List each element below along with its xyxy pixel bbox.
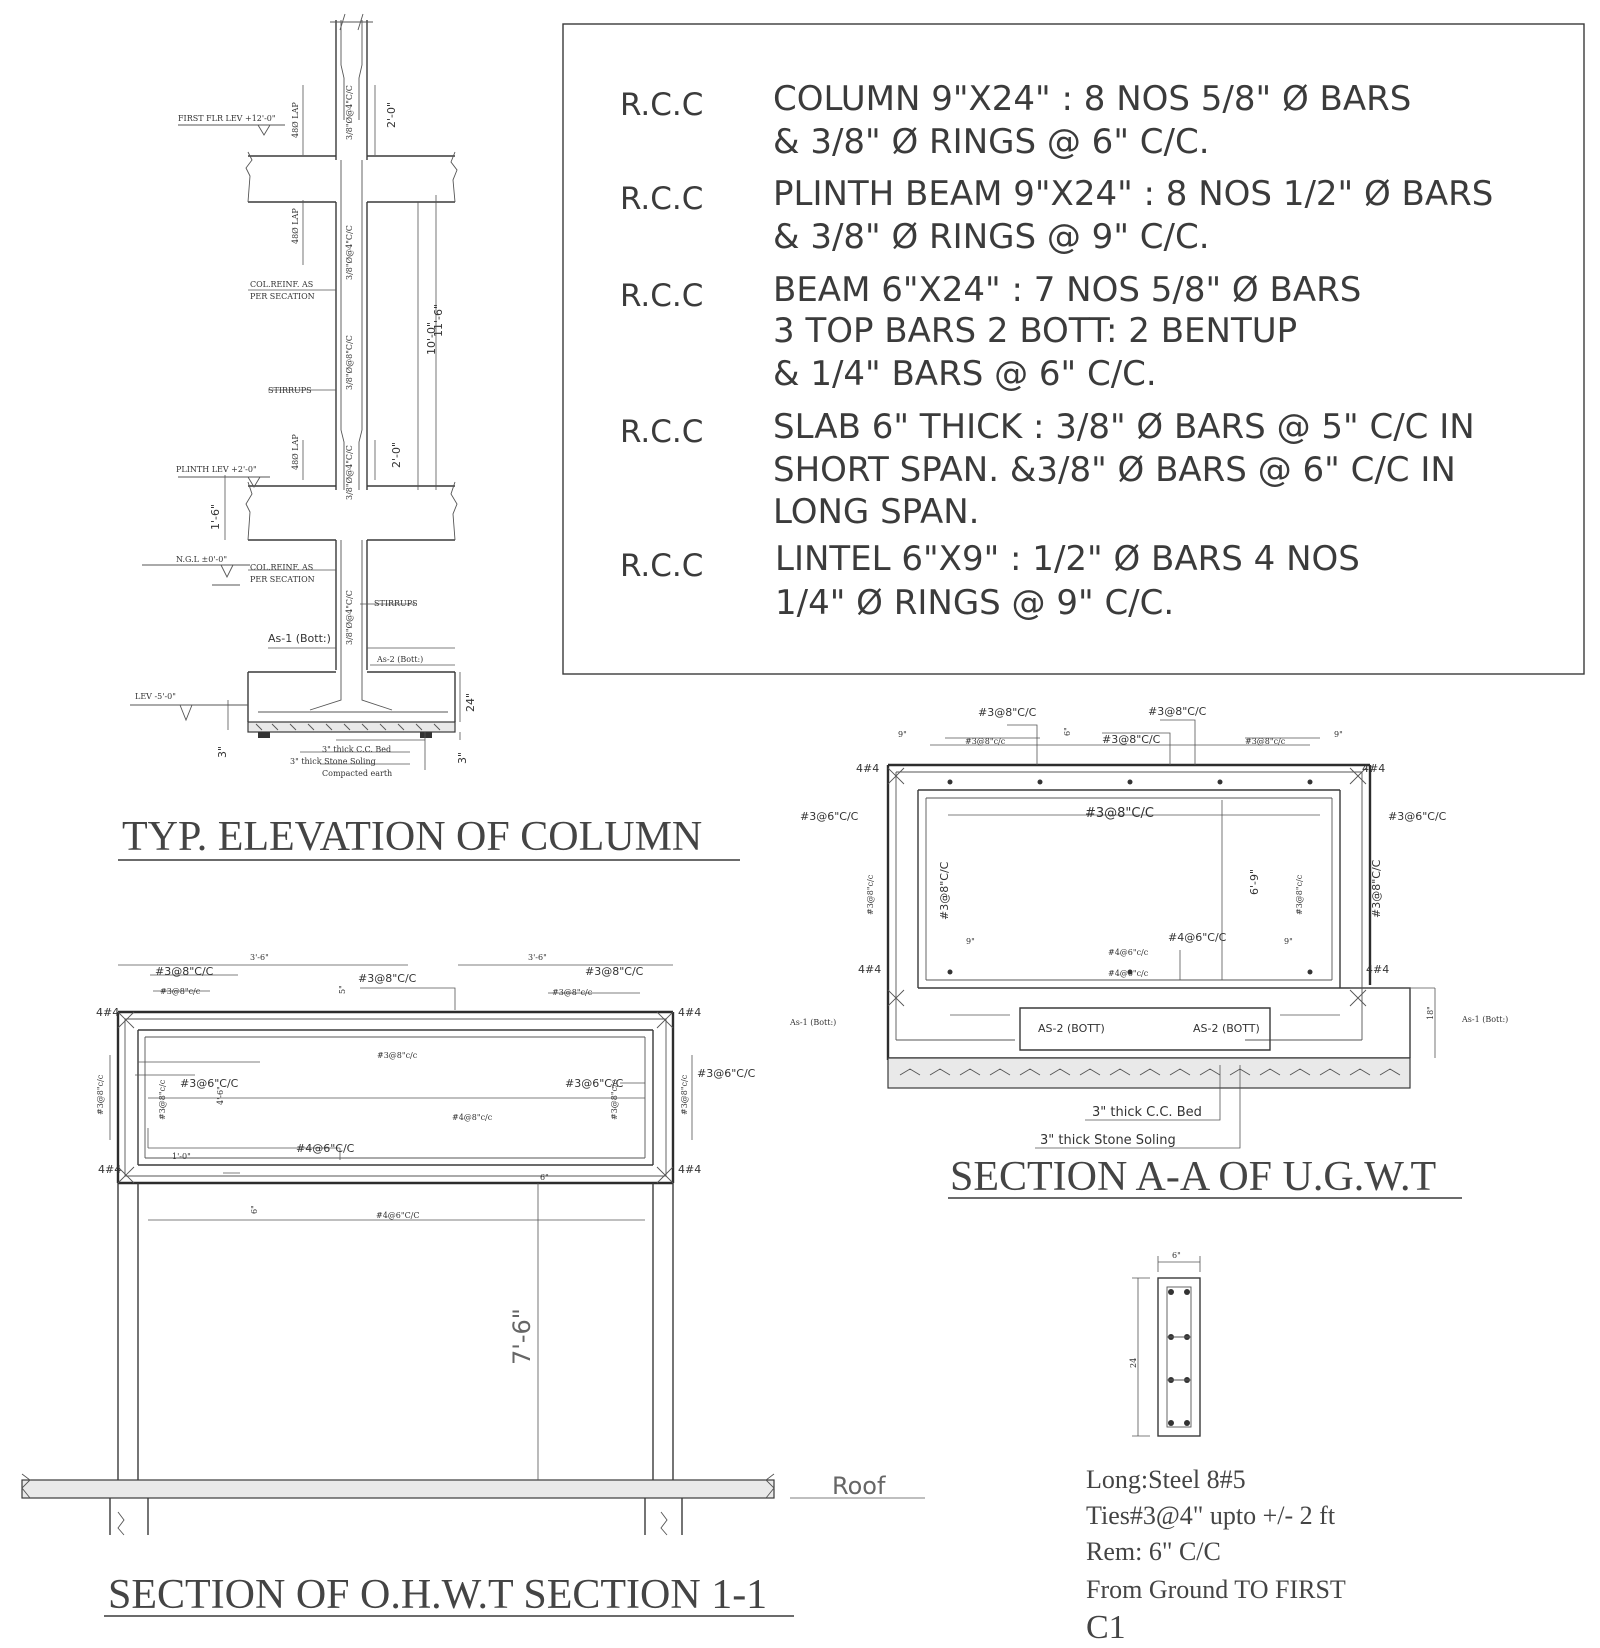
ugwt-height-dim: 6'-9"	[1248, 868, 1261, 895]
ugwt-inner-label: #3@8"C/C	[1085, 806, 1154, 821]
spec-line-2-1: PLINTH BEAM 9"X24" : 8 NOS 1/2" Ø BARS	[773, 174, 1494, 214]
ugwt-title: SECTION A-A OF U.G.W.T	[950, 1154, 1437, 1200]
column-section-cross-ties	[1167, 1337, 1191, 1380]
footing-block-l	[258, 732, 270, 738]
first-floor-beam	[248, 156, 455, 202]
spec-line-5-2: 1/4" Ø RINGS @ 9" C/C.	[775, 583, 1175, 623]
column-note-long-steel: Long:Steel 8#5	[1086, 1465, 1246, 1494]
col-reinf-label-2: COL.REINF. AS	[250, 563, 314, 572]
dim-10-0: 10'-0"	[425, 321, 438, 355]
ugwt-cc-bed-label: 3" thick C.C. Bed	[1092, 1105, 1202, 1120]
ugwt-dim-9-inner-left: 9"	[966, 937, 975, 946]
ngl-level-marker	[142, 565, 250, 585]
ohwt-vert-left: #3@8"c/c	[96, 1074, 105, 1115]
ugwt-top-center-label: #3@8"C/C	[1102, 733, 1161, 746]
ugwt-corner-label-br: 4#4	[1366, 963, 1390, 976]
footing-callouts	[268, 648, 455, 665]
ugwt-wall-left-label: #3@6"C/C	[800, 810, 859, 823]
column-section-bar	[1184, 1420, 1190, 1426]
ugwt-bottom-main-label: #4@6"C/C	[1168, 931, 1227, 944]
spec-tag-3: R.C.C	[620, 278, 704, 314]
spec-tag-4: R.C.C	[620, 414, 704, 450]
ohwt-outer-box	[118, 1012, 673, 1183]
first-floor-breaks	[246, 152, 457, 202]
column-section-bar	[1168, 1289, 1174, 1295]
dim-24: 24"	[464, 692, 477, 712]
ring-spacing-3: 3/8"Ø@8"C/C	[345, 335, 354, 390]
spec-line-4-1: SLAB 6" THICK : 3/8" Ø BARS @ 5" C/C IN	[773, 407, 1475, 447]
ohwt-columns-below	[110, 1498, 682, 1535]
ohwt-bottom-under-label: #4@6"C/C	[376, 1211, 420, 1220]
col-reinf-label-2b: PER SECATION	[250, 575, 315, 584]
ngl-label: N.G.L ±0'-0"	[176, 555, 227, 564]
column-section-bar	[1184, 1289, 1190, 1295]
ohwt-wall-right-label: #3@6"C/C	[565, 1077, 624, 1090]
ohwt-bottom-main-label: #4@6"C/C	[296, 1142, 355, 1155]
spec-line-4-3: LONG SPAN.	[773, 492, 980, 532]
column-section-tie	[1167, 1287, 1191, 1427]
lap-label-1: 48Ø LAP	[291, 102, 300, 138]
ugwt-bar-dot	[948, 780, 953, 785]
first-floor-level-marker	[178, 125, 285, 135]
column-mark-c1: C1	[1086, 1609, 1126, 1646]
ohwt-corner-label-br: 4#4	[678, 1163, 702, 1176]
ugwt-corner-label-bl: 4#4	[858, 963, 882, 976]
as1-label: As-1 (Bott:)	[268, 632, 331, 645]
column-section-width-dim: 6"	[1172, 1251, 1181, 1260]
ugwt-dim-9-left: 9"	[898, 730, 907, 739]
roof-label: Roof	[832, 1472, 886, 1500]
col-reinf-label-1: COL.REINF. AS	[250, 280, 314, 289]
ohwt-top-short-left: #3@8"c/c	[160, 987, 201, 996]
ohwt-top-short-right: #3@8"c/c	[552, 988, 593, 997]
dim-3-right: 3"	[456, 751, 469, 764]
column-section-c1	[1086, 1251, 1346, 1646]
spec-box	[563, 24, 1584, 674]
ugwt-dim-18: 18"	[1426, 1006, 1435, 1020]
spec-line-1-1: COLUMN 9"X24" : 8 NOS 5/8" Ø BARS	[773, 79, 1412, 119]
column-note-from: From Ground TO FIRST	[1086, 1575, 1346, 1604]
column-section-dimensions	[1132, 1256, 1200, 1436]
ohwt-inner-top-label: #3@8"c/c	[377, 1051, 418, 1060]
ugwt-top-short-right: #3@8"c/c	[1245, 737, 1286, 746]
ohwt-roof-slab	[22, 1480, 774, 1498]
ugwt-soling-label: 3" thick Stone Soling	[1040, 1133, 1176, 1148]
spec-tag-1: R.C.C	[620, 87, 704, 123]
footing-bed	[248, 722, 455, 732]
ugwt-top-right-label: #3@8"C/C	[1148, 705, 1207, 718]
ohwt-title: SECTION OF O.H.W.T SECTION 1-1	[108, 1572, 768, 1618]
elevation-dimensions	[225, 85, 460, 740]
footing-outline	[248, 672, 455, 722]
ugwt-vert-right-2: #3@8"C/C	[1370, 859, 1383, 918]
dim-11-6: 11'-6"	[432, 303, 445, 337]
column-note-rem: Rem: 6" C/C	[1086, 1537, 1221, 1566]
ugwt-dim-9-inner-right: 9"	[1284, 937, 1293, 946]
lev-level-marker	[130, 705, 248, 720]
ugwt-base-slab	[888, 988, 1410, 1058]
ugwt-as1-left: As-1 (Bott:)	[790, 1018, 837, 1027]
ugwt-bottom-bars-a: #4@6"c/c	[1108, 948, 1149, 957]
ugwt-bar-dot	[948, 970, 953, 975]
ohwt-dim-6-a: 6"	[540, 1173, 549, 1182]
spec-tag-5: R.C.C	[620, 548, 704, 584]
ohwt-dim-5: 5"	[338, 985, 347, 994]
column-elevation-title: TYP. ELEVATION OF COLUMN	[122, 814, 703, 860]
spec-line-4-2: SHORT SPAN. &3/8" Ø BARS @ 6" C/C IN	[773, 450, 1456, 490]
ohwt-vert-right-2: #3@8"c/c	[680, 1074, 689, 1115]
earth-label: Compacted earth	[322, 769, 393, 778]
column-section-height-dim: 24	[1129, 1357, 1138, 1368]
spec-line-3-1: BEAM 6"X24" : 7 NOS 5/8" Ø BARS	[773, 270, 1362, 310]
ohwt-vert-left-2: #3@8"c/c	[158, 1079, 167, 1120]
ohwt-corner-label-bl: 4#4	[98, 1163, 122, 1176]
ugwt-bar-dot	[1308, 780, 1313, 785]
ohwt-dim-3-6-right: 3'-6"	[528, 953, 547, 962]
spec-line-2-2: & 3/8" Ø RINGS @ 9" C/C.	[773, 217, 1210, 257]
column-bars-mid	[341, 160, 362, 490]
ohwt-supports	[118, 1183, 673, 1480]
spec-line-5-1: LINTEL 6"X9" : 1/2" Ø BARS 4 NOS	[775, 539, 1360, 579]
ohwt-corner-bars	[118, 1012, 673, 1183]
ring-spacing-2: 3/8"Ø@4"C/C	[345, 225, 354, 280]
lap-label-2: 48Ø LAP	[291, 208, 300, 244]
ugwt-bar-dot	[1308, 970, 1313, 975]
col-reinf-label-1b: PER SECATION	[250, 292, 315, 301]
dim-2-0-bottom: 2'-0"	[390, 441, 403, 468]
ohwt-wall-left-label: #3@6"C/C	[180, 1077, 239, 1090]
ohwt-corner-label-tl: 4#4	[96, 1006, 120, 1019]
column-note-ties: Ties#3@4" upto +/- 2 ft	[1086, 1501, 1336, 1530]
ugwt-bottom-bars-b: #4@6"c/c	[1108, 969, 1149, 978]
lap-label-3: 48Ø LAP	[291, 434, 300, 470]
ohwt-column-breaks	[118, 1512, 667, 1535]
ugwt-vert-right-1: #3@8"c/c	[1295, 874, 1304, 915]
as2-label: As-2 (Bott:)	[377, 655, 424, 664]
ugwt-as1-right: As-1 (Bott:)	[1462, 1015, 1509, 1024]
soling-label: 3" thick Stone Soling	[290, 757, 376, 766]
ohwt-top-left-label: #3@8"C/C	[155, 965, 214, 978]
ohwt-corner-label-tr: 4#4	[678, 1006, 702, 1019]
ugwt-as2-left: AS-2 (BOTT)	[1038, 1022, 1105, 1035]
spec-tag-2: R.C.C	[620, 181, 704, 217]
ohwt-dimensions	[110, 965, 692, 1480]
ohwt-top-center-label: #3@8"C/C	[358, 972, 417, 985]
ohwt-dim-1-0: 1'-0"	[172, 1152, 191, 1161]
first-floor-level-label: FIRST FLR LEV +12'-0"	[178, 114, 276, 123]
ohwt-section	[22, 953, 925, 1618]
dim-3-left: 3"	[216, 745, 229, 758]
ugwt-dim-6: 6"	[1063, 727, 1072, 736]
column-section-bar	[1168, 1420, 1174, 1426]
ohwt-dim-6-b: 6"	[250, 1205, 259, 1214]
spec-line-3-2: 3 TOP BARS 2 BOTT: 2 BENTUP	[773, 311, 1298, 351]
ugwt-corner-label-tr: 4#4	[1362, 762, 1386, 775]
ohwt-dim-3-6-left: 3'-6"	[250, 953, 269, 962]
ugwt-bar-dot	[1218, 780, 1223, 785]
ugwt-wall-right-label: #3@6"C/C	[1388, 810, 1447, 823]
spec-line-1-2: & 3/8" Ø RINGS @ 6" C/C.	[773, 122, 1210, 162]
ohwt-vert-right: #3@8"c/c	[610, 1079, 619, 1120]
stirrups-label-2: STIRRUPS	[374, 599, 418, 608]
plinth-level-label: PLINTH LEV +2'-0"	[176, 465, 257, 474]
ugwt-cc-bed	[888, 1058, 1410, 1088]
ohwt-dim-4-6: 4'-6"	[216, 1086, 225, 1105]
dim-1-6: 1'-6"	[209, 503, 222, 530]
ugwt-bar-dot	[1038, 780, 1043, 785]
ugwt-top-short-left: #3@8"c/c	[965, 737, 1006, 746]
ring-spacing-4: 3/8"Ø@4"C/C	[345, 445, 354, 500]
ugwt-top-left-label: #3@8"C/C	[978, 706, 1037, 719]
ugwt-section	[789, 705, 1508, 1200]
bottom-level-label: LEV -5'-0"	[135, 692, 176, 701]
ohwt-inner-bottom-label: #4@8"c/c	[452, 1113, 493, 1122]
cc-bed-label: 3" thick C.C. Bed	[322, 745, 392, 754]
ugwt-vert-left-2: #3@8"c/c	[866, 874, 875, 915]
ugwt-dim-9-right: 9"	[1334, 730, 1343, 739]
footing-block-r	[420, 732, 432, 738]
ugwt-bar-dot	[1128, 780, 1133, 785]
spec-line-3-3: & 1/4" BARS @ 6" C/C.	[773, 354, 1157, 394]
ohwt-rebars	[125, 1019, 666, 1176]
ohwt-top-right-label: #3@8"C/C	[585, 965, 644, 978]
ohwt-wall-outer-right: #3@6"C/C	[697, 1067, 756, 1080]
ugwt-corner-label-tl: 4#4	[856, 762, 880, 775]
dim-2-0-top: 2'-0"	[385, 101, 398, 128]
column-section-outline	[1158, 1278, 1200, 1436]
ugwt-as2-right: AS-2 (BOTT)	[1193, 1022, 1260, 1035]
ohwt-height-dim: 7'-6"	[508, 1308, 536, 1365]
ring-spacing-1: 3/8"Ø@4"C/C	[345, 85, 354, 140]
stirrups-label-1: STIRRUPS	[268, 386, 312, 395]
ugwt-vert-left-1: #3@8"C/C	[938, 861, 951, 920]
ring-spacing-5: 3/8"Ø@4"C/C	[345, 590, 354, 645]
